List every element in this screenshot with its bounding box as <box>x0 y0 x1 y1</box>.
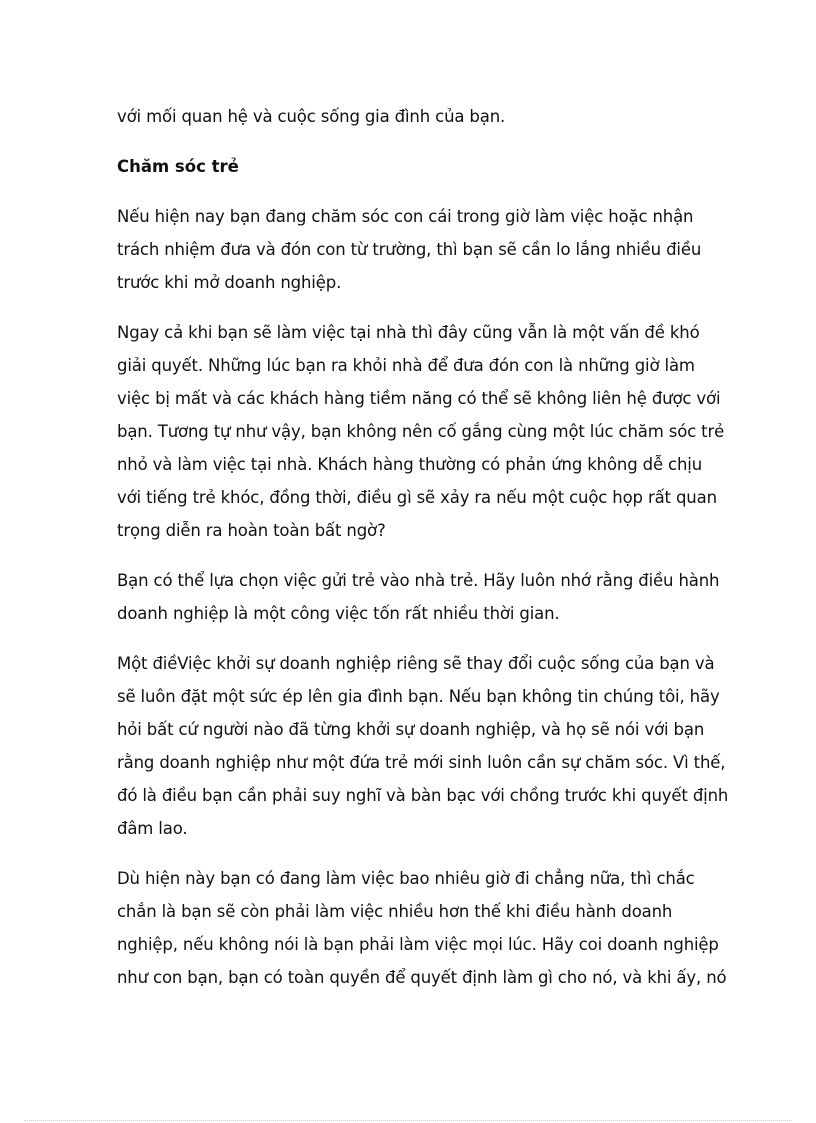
text-line: đâm lao. <box>117 819 188 838</box>
text-line: trước khi mở doanh nghiệp. <box>117 273 342 292</box>
text-line: bạn. Tương tự như vậy, bạn không nên cố gắng cùng một lúc chăm sóc trẻ <box>117 422 725 441</box>
text-line: Ngay cả khi bạn sẽ làm việc tại nhà thì đây cũng vẫn là một vấn đề khó <box>117 323 700 342</box>
text-line: rằng doanh nghiệp như một đứa trẻ mới sinh luôn cần sự chăm sóc. Vì thế, <box>117 753 726 772</box>
text-line: trọng diễn ra hoàn toàn bất ngờ? <box>117 521 386 540</box>
text-line: sẽ luôn đặt một sức ép lên gia đình bạn. Nếu bạn không tin chúng tôi, hãy <box>117 687 720 706</box>
text-line: Nếu hiện nay bạn đang chăm sóc con cái trong giờ làm việc hoặc nhận <box>117 207 694 226</box>
text-line: Một điềViệc khởi sự doanh nghiệp riêng sẽ thay đổi cuộc sống của bạn và <box>117 654 715 673</box>
text-line: với tiếng trẻ khóc, đồng thời, điều gì sẽ xảy ra nếu một cuộc họp rất quan <box>117 488 717 507</box>
paragraph-4 <box>117 647 729 845</box>
text-line: hỏi bất cứ người nào đã từng khởi sự doanh nghiệp, và họ sẽ nói với bạn <box>117 720 705 739</box>
text-line: nhỏ và làm việc tại nhà. Khách hàng thường có phản ứng không dễ chịu <box>117 455 703 474</box>
section-heading: Chăm sóc trẻ <box>117 157 239 176</box>
text-line: như con bạn, bạn có toàn quyền để quyết định làm gì cho nó, và khi ấy, nó <box>117 968 727 987</box>
document-body <box>117 100 729 1011</box>
text-line: việc bị mất và các khách hàng tiềm năng có thể sẽ không liên hệ được với <box>117 389 721 408</box>
paragraph-1 <box>117 200 707 299</box>
text-line: giải quyết. Những lúc bạn ra khỏi nhà để đưa đón con là những giờ làm <box>117 356 695 375</box>
text-line: đó là điều bạn cần phải suy nghĩ và bàn bạc với chồng trước khi quyết định <box>117 786 729 805</box>
text-line: Bạn có thể lựa chọn việc gửi trẻ vào nhà trẻ. Hãy luôn nhớ rằng điều hành <box>117 571 720 590</box>
lead-line: với mối quan hệ và cuộc sống gia đình của bạn. <box>117 107 506 126</box>
text-line: chắn là bạn sẽ còn phải làm việc nhiều hơn thế khi điều hành doanh <box>117 902 673 921</box>
text-line: Dù hiện này bạn có đang làm việc bao nhiêu giờ đi chẳng nữa, thì chắc <box>117 869 695 888</box>
text-line: trách nhiệm đưa và đón con từ trường, thì bạn sẽ cần lo lắng nhiều điều <box>117 240 702 259</box>
paragraph-5 <box>117 862 727 994</box>
page-bottom-divider <box>24 1120 792 1121</box>
text-line: doanh nghiệp là một công việc tốn rất nhiều thời gian. <box>117 604 560 623</box>
paragraph-2 <box>117 316 725 547</box>
paragraph-3 <box>117 564 720 630</box>
text-line: nghiệp, nếu không nói là bạn phải làm việc mọi lúc. Hãy coi doanh nghiệp <box>117 935 719 954</box>
